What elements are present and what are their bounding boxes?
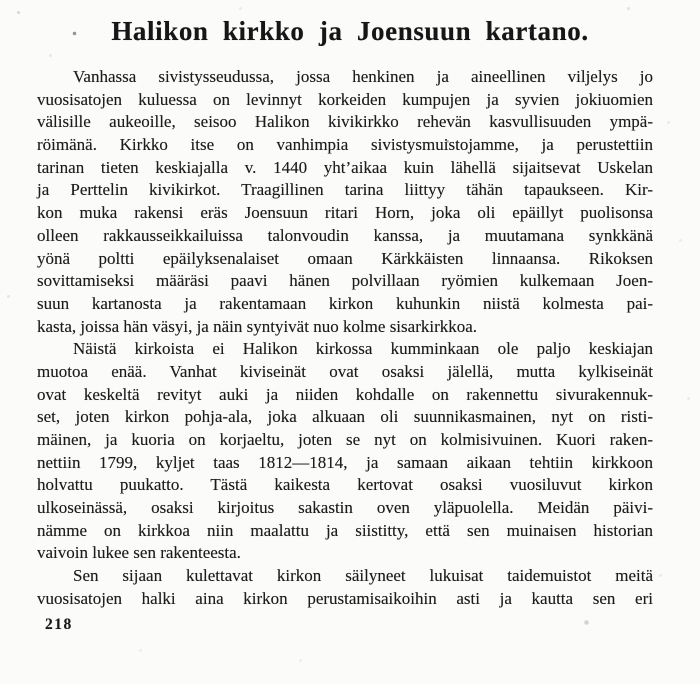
page-title: Halikon kirkko ja Joensuun kartano. <box>111 16 589 46</box>
text-line: röimänä. Kirkko itse on vanhimpia sivistysmuistojamme, ja perustettiin <box>37 135 653 155</box>
text-line: sovittamiseksi määräsi paavi hänen polvillaan ryömien kulkemaan Joen- <box>37 271 653 291</box>
text-line: yönä poltti epäilyksenalaiset omaan Kärkkäisten linnaansa. Rikoksen <box>37 248 653 268</box>
text-line: nämme on kirkkoa niin maalattu ja siistitty, että sen muinaisen historian <box>37 520 653 540</box>
text-line: ovat keskeltä revityt auki ja niiden kohdalle on rakennettu sivurakennuk- <box>37 384 653 404</box>
text-line: vaivoin lukee sen rakenteesta. <box>37 543 241 563</box>
text-line: Vanhassa sivistysseudussa, jossa henkinen ja aineellinen viljelys jo <box>73 67 653 86</box>
text-line: vuosisatojen kuluessa on levinnyt korkeiden kumpujen ja syvien jokiuomien <box>37 89 653 109</box>
text-line: ulkoseinässä, osaksi kirjoitus sakastin oven yläpuolella. Meidän päivi- <box>37 498 653 518</box>
text-line: ja Perttelin kivikirkot. Traagillinen tarina liittyy tähän tapaukseen. Kir- <box>37 180 653 200</box>
body-text <box>37 66 653 611</box>
text-line: Näistä kirkoista ei Halikon kirkossa kumminkaan ole paljo keskiajan <box>73 339 653 359</box>
text-line: suun kartanosta ja rakentamaan kirkon kuhunkin niistä kolmesta pai- <box>37 293 653 313</box>
text-line: olleen rakkausseikkailuissa talonvoudin kanssa, ja muutamana synkkänä <box>37 225 653 245</box>
text-line: holvattu puukatto. Tästä kaikesta kertovat osaksi vuosiluvut kirkon <box>37 475 653 495</box>
text-line: set, joten kirkon pohja-ala, joka alkuaan oli suunnikasmainen, nyt on risti- <box>37 407 653 427</box>
text-line: kasta, joissa hän väsyi, ja näin syntyivät nuo kolme sisarkirkkoa. <box>37 316 478 336</box>
text-line: tarinan tieten keskiajalla v. 1440 yht’aikaa kuin lähellä sijaitsevat Uskelan <box>37 157 653 177</box>
text-line: muotoa enää. Vanhat kiviseinät ovat osaksi jälellä, mutta kylkiseinät <box>37 361 653 381</box>
scan-speckles <box>0 0 1 1</box>
text-line: nettiin 1799, kyljet taas 1812—1814, ja samaan aikaan tehtiin kirkkoon <box>37 452 653 472</box>
page-number: 218 <box>45 616 73 633</box>
text-line: Sen sijaan kulettavat kirkon säilyneet lukuisat taidemuistot meitä <box>73 566 653 586</box>
text-line: välisille aukeoille, seisoo Halikon kivikirkko rehevän kasvullisuuden ympä- <box>37 112 653 132</box>
text-line: mäinen, ja kuoria on korjaeltu, joten se nyt on kolmisivuinen. Kuori raken- <box>37 430 653 449</box>
text-line: vuosisatojen halki aina kirkon perustamisaikoihin asti ja kautta sen eri <box>37 588 653 608</box>
text-line: kon muka rakensi eräs Joensuun ritari Horn, joka oli epäillyt puolisonsa <box>37 203 653 223</box>
